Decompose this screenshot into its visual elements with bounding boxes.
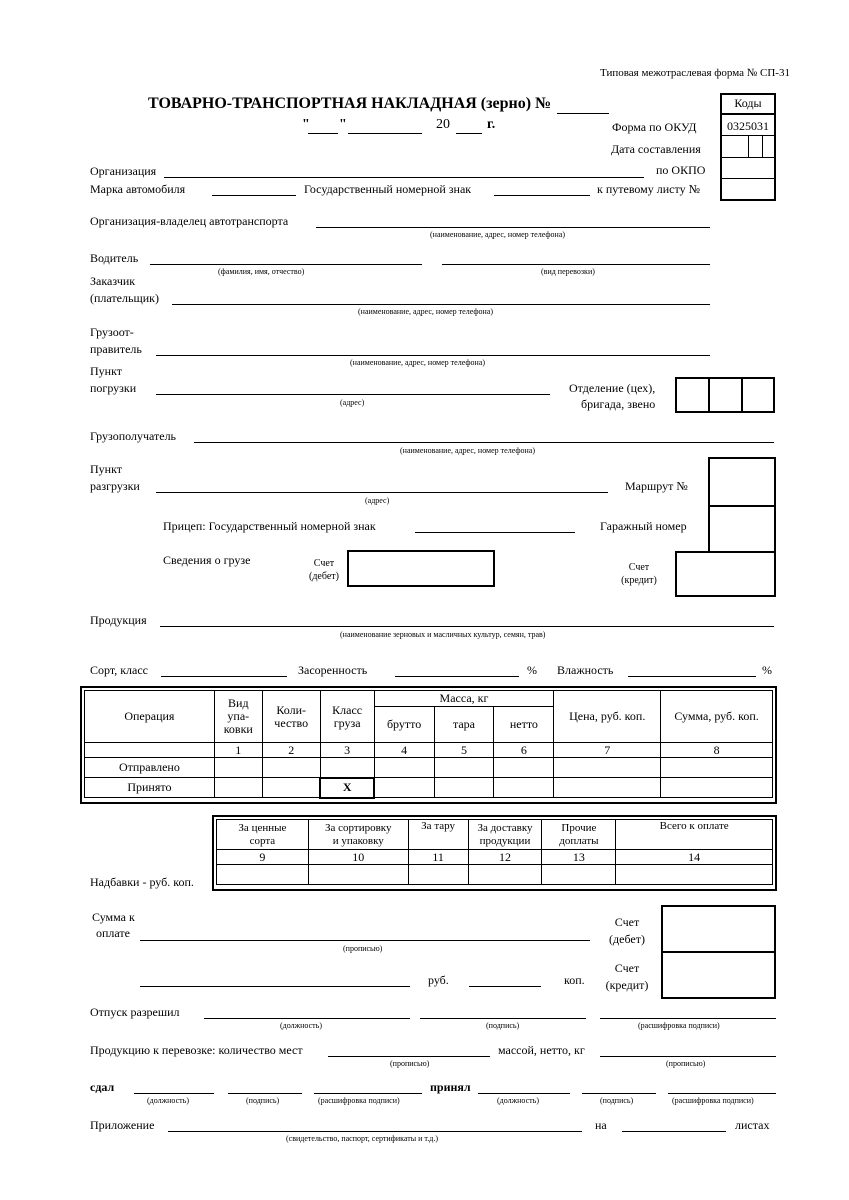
pay-account-divider — [661, 951, 776, 953]
date-month-line[interactable] — [348, 133, 422, 134]
header-qty: Коли- чество — [262, 691, 320, 743]
organization-label: Организация — [90, 164, 157, 178]
date-cell-divider — [762, 136, 763, 158]
num-cell: 1 — [214, 743, 262, 758]
header-gross: брутто — [374, 707, 434, 743]
header-valuable: За ценные сорта — [217, 820, 309, 850]
date-day-line[interactable] — [308, 133, 338, 134]
loading-label-2: погрузки — [90, 381, 137, 395]
net-mass-label: массой, нетто, кг — [498, 1043, 585, 1057]
handed-decoding-field[interactable] — [314, 1093, 422, 1094]
places-field[interactable] — [328, 1056, 490, 1057]
accepted-position-hint: (должность) — [497, 1096, 539, 1105]
litter-percent: % — [527, 663, 537, 677]
date-year-suffix: г. — [487, 117, 496, 132]
humidity-label: Влажность — [557, 663, 614, 677]
sum-rub-field[interactable] — [140, 986, 410, 987]
shipper-field[interactable] — [156, 355, 710, 356]
net-mass-field[interactable] — [600, 1056, 776, 1057]
shipper-label: Грузоот- — [90, 325, 134, 339]
consignee-field[interactable] — [194, 442, 774, 443]
cell-input[interactable] — [214, 758, 262, 778]
header-net: нетто — [494, 707, 554, 743]
driver-label: Водитель — [90, 251, 139, 265]
release-position-field[interactable] — [204, 1018, 410, 1019]
consignee-hint: (наименование, адрес, номер телефона) — [400, 446, 536, 455]
credit-box[interactable] — [675, 551, 776, 597]
handed-signature-hint: (подпись) — [246, 1096, 280, 1105]
rub-label: руб. — [428, 973, 449, 987]
cell-input[interactable] — [214, 778, 262, 798]
cell-input[interactable] — [494, 778, 554, 798]
accepted-signature-field[interactable] — [582, 1093, 656, 1094]
cell-input[interactable] — [262, 758, 320, 778]
cell-input[interactable] — [542, 865, 616, 885]
decoding-hint: (расшифровка подписи) — [638, 1021, 720, 1030]
cell-input[interactable] — [434, 758, 494, 778]
credit-label-2: (кредит) — [621, 575, 657, 586]
vehicle-owner-label: Организация-владелец автотранспорта — [90, 214, 289, 228]
cell-input[interactable] — [374, 778, 434, 798]
page-title: ТОВАРНО-ТРАНСПОРТНАЯ НАКЛАДНАЯ (зерно) № — [148, 95, 552, 112]
vehicle-owner-hint: (наименование, адрес, номер телефона) — [430, 230, 566, 239]
num-cell: 12 — [468, 850, 542, 865]
handed-label: сдал — [90, 1080, 115, 1094]
num-cell: 9 — [217, 850, 309, 865]
state-number-label: Государственный номерной знак — [304, 182, 472, 196]
header-class: Класс груза — [320, 691, 374, 743]
cell-input[interactable] — [308, 865, 408, 885]
okud-code: 0325031 — [727, 119, 769, 133]
places-hint: (прописью) — [390, 1059, 430, 1068]
state-number-field[interactable] — [494, 195, 590, 196]
grade-label: Сорт, класс — [90, 663, 148, 677]
codes-divider — [720, 178, 776, 179]
header-delivery: За доставку продукции — [468, 820, 542, 850]
vehicle-owner-field[interactable] — [316, 227, 710, 228]
handed-position-field[interactable] — [134, 1093, 214, 1094]
department-cell-divider — [708, 377, 710, 413]
cell-input[interactable] — [554, 758, 661, 778]
transport-type-field[interactable] — [442, 264, 710, 265]
num-cell: 2 — [262, 743, 320, 758]
debit-label-2: (дебет) — [309, 571, 339, 582]
route-label: Маршрут № — [625, 479, 688, 493]
cell-input[interactable] — [661, 758, 773, 778]
cell-input[interactable] — [616, 865, 773, 885]
litter-field[interactable] — [395, 676, 519, 677]
sum-words-field[interactable] — [140, 940, 590, 941]
humidity-field[interactable] — [628, 676, 756, 677]
cell-input[interactable] — [320, 758, 374, 778]
attachment-label: Приложение — [90, 1118, 155, 1132]
department-label: Отделение (цех), — [569, 381, 656, 395]
accepted-label: принял — [430, 1080, 471, 1094]
product-hint: (наименование зерновых и масличных культур, семян, трав) — [340, 630, 546, 639]
cargo-info-label: Сведения о грузе — [163, 553, 251, 567]
cell-input[interactable] — [468, 865, 542, 885]
attachment-field[interactable] — [168, 1131, 582, 1132]
department-box[interactable] — [675, 377, 775, 413]
header-tare: тара — [434, 707, 494, 743]
route-divider — [708, 505, 776, 507]
customer-label: Заказчик — [90, 274, 136, 288]
okpo-label: по ОКПО — [656, 163, 706, 177]
header-sum: Сумма, руб. коп. — [661, 691, 773, 743]
handed-position-hint: (должность) — [147, 1096, 189, 1105]
loading-label: Пункт — [90, 364, 123, 378]
department-label-2: бригада, звено — [581, 397, 656, 411]
accepted-decoding-hint: (расшифровка подписи) — [672, 1096, 754, 1105]
position-hint: (должность) — [280, 1021, 322, 1030]
cell-input[interactable] — [661, 778, 773, 798]
num-cell: 14 — [616, 850, 773, 865]
waybill-label: к путевому листу № — [597, 182, 701, 196]
sheets-field[interactable] — [622, 1131, 726, 1132]
header-mass: Масса, кг — [374, 691, 554, 707]
pay-credit-label: Счет — [614, 961, 640, 975]
pay-debit-label: Счет — [614, 915, 640, 929]
pay-credit-label-2: (кредит) — [605, 978, 649, 992]
header-other: Прочие доплаты — [542, 820, 616, 850]
humidity-percent: % — [762, 663, 772, 677]
organization-field[interactable] — [164, 177, 644, 178]
title-number-line[interactable] — [557, 113, 609, 114]
num-cell: 11 — [408, 850, 468, 865]
header-price: Цена, руб. коп. — [554, 691, 661, 743]
cell-input[interactable] — [554, 778, 661, 798]
row-received-label: Принято — [85, 778, 215, 798]
product-field[interactable] — [160, 626, 774, 627]
signature-hint: (подпись) — [486, 1021, 520, 1030]
unloading-label: Пункт — [90, 462, 123, 476]
loading-field[interactable] — [156, 394, 550, 395]
cell-input[interactable] — [408, 865, 468, 885]
transport-type-hint: (вид перевозки) — [541, 267, 595, 276]
attachment-hint: (свидетельство, паспорт, сертификаты и т.д.) — [286, 1134, 439, 1143]
department-cell-divider — [741, 377, 743, 413]
num-cell: 6 — [494, 743, 554, 758]
handed-decoding-hint: (расшифровка подписи) — [318, 1096, 400, 1105]
num-cell: 13 — [542, 850, 616, 865]
driver-field[interactable] — [150, 264, 422, 265]
net-mass-hint: (прописью) — [666, 1059, 706, 1068]
debit-label: Счет — [313, 558, 335, 569]
release-decoding-field[interactable] — [600, 1018, 776, 1019]
customer-field[interactable] — [172, 304, 710, 305]
row-sent-label: Отправлено — [85, 758, 215, 778]
unloading-label-2: разгрузки — [90, 479, 140, 493]
header-pack: Вид упа- ковки — [214, 691, 262, 743]
date-century: 20 — [436, 117, 450, 132]
header-tare: За тару — [408, 820, 468, 850]
surcharge-label: Надбавки - руб. коп. — [90, 875, 194, 889]
date-label: Дата составления — [611, 142, 701, 156]
grade-field[interactable] — [161, 676, 287, 677]
cell-input[interactable] — [374, 758, 434, 778]
sum-label: Сумма к — [92, 910, 135, 924]
debit-box[interactable] — [347, 550, 495, 587]
codes-divider — [720, 157, 776, 158]
consignee-label: Грузополучатель — [90, 429, 177, 443]
num-cell: 10 — [308, 850, 408, 865]
car-brand-label: Марка автомобиля — [90, 182, 186, 196]
cell-input[interactable] — [434, 778, 494, 798]
shipper-label-2: правитель — [90, 342, 142, 356]
credit-label: Счет — [628, 562, 650, 573]
sum-kop-field[interactable] — [469, 986, 541, 987]
x-mark-cell: Х — [320, 778, 374, 798]
loading-hint: (адрес) — [340, 398, 365, 407]
okud-label: Форма по ОКУД — [612, 120, 697, 134]
header-sorting: За сортировку и упаковку — [308, 820, 408, 850]
sum-label-2: оплате — [96, 926, 130, 940]
date-year-line[interactable] — [456, 133, 482, 134]
codes-label: Коды — [734, 96, 762, 110]
on-label: на — [595, 1118, 607, 1132]
date-quote-open: " — [302, 117, 310, 132]
kop-label: коп. — [564, 973, 585, 987]
num-cell: 5 — [434, 743, 494, 758]
handed-signature-field[interactable] — [228, 1093, 302, 1094]
date-cell-divider — [748, 136, 749, 158]
transport-label: Продукцию к перевозке: количество мест — [90, 1043, 303, 1057]
release-label: Отпуск разрешил — [90, 1005, 180, 1019]
accepted-position-field[interactable] — [478, 1093, 570, 1094]
cell-input[interactable] — [262, 778, 320, 798]
cell-input[interactable] — [494, 758, 554, 778]
car-brand-field[interactable] — [212, 195, 296, 196]
cell-input[interactable] — [217, 865, 309, 885]
release-signature-field[interactable] — [420, 1018, 586, 1019]
date-quote-close: " — [339, 117, 347, 132]
num-cell — [85, 743, 215, 758]
trailer-field[interactable] — [415, 532, 575, 533]
garage-label: Гаражный номер — [600, 519, 687, 533]
shipper-hint: (наименование, адрес, номер телефона) — [350, 358, 486, 367]
header-total: Всего к оплате — [616, 820, 773, 850]
driver-hint: (фамилия, имя, отчество) — [218, 267, 305, 276]
form-type: Типовая межотраслевая форма № СП-31 — [600, 67, 790, 79]
customer-hint: (наименование, адрес, номер телефона) — [358, 307, 494, 316]
num-cell: 8 — [661, 743, 773, 758]
unloading-hint: (адрес) — [365, 496, 390, 505]
sum-words-hint: (прописью) — [343, 944, 383, 953]
num-cell: 7 — [554, 743, 661, 758]
accepted-decoding-field[interactable] — [668, 1093, 776, 1094]
customer-label-2: (плательщик) — [90, 291, 159, 305]
unloading-field[interactable] — [156, 492, 608, 493]
num-cell: 4 — [374, 743, 434, 758]
header-operation: Операция — [85, 691, 215, 743]
pay-debit-label-2: (дебет) — [609, 932, 645, 946]
num-cell: 3 — [320, 743, 374, 758]
main-table — [84, 690, 773, 799]
codes-divider — [720, 113, 776, 115]
trailer-label: Прицеп: Государственный номерной знак — [163, 519, 376, 533]
litter-label: Засоренность — [298, 663, 368, 677]
accepted-signature-hint: (подпись) — [600, 1096, 634, 1105]
product-label: Продукция — [90, 613, 147, 627]
sheets-label: листах — [735, 1118, 770, 1132]
surcharge-table — [216, 819, 773, 885]
